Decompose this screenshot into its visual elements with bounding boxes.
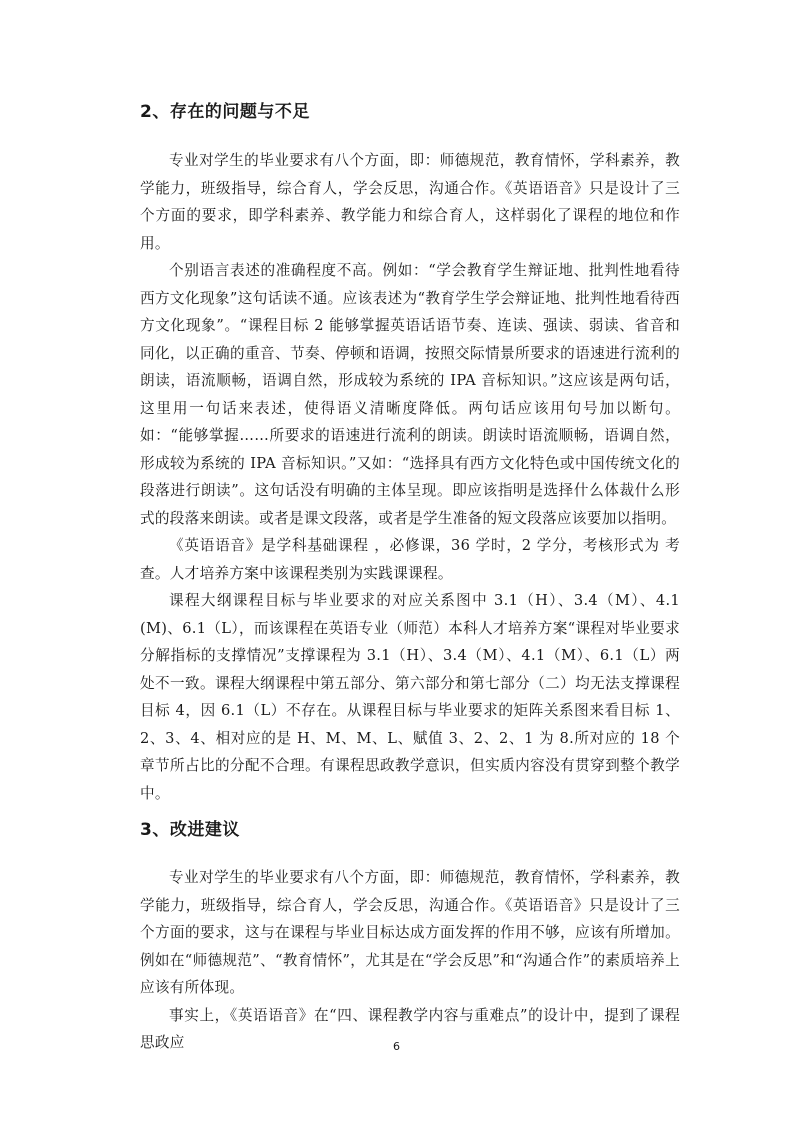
paragraph: 专业对学生的毕业要求有八个方面，即：师德规范，教育情怀，学科素养，教学能力，班级指导，综合育人，学会反思，沟通合作。《英语语音》只是设计了三个方面的要求，这与在课程与毕业目标达成方面发挥的作用不够，应该有所增加。例如在“师德规范”、“教育情怀”，尤其是在“学会反思”和“沟通合作”的素质培养上应该有所体现。 [140,869,680,996]
paragraph: 《英语语音》是学科基础课程 ，必修课，36 学时，2 学分，考核形式为 考查。人才培养方案中该课程类别为实践课课程。 [140,537,680,582]
paragraph: 个别语言表述的准确程度不高。例如：“学会教育学生辩证地、批判性地看待西方文化现象”这句话读不通。应该表述为“教育学生学会辩证地、批判性地看待西方文化现象”。“课程目标 2 能够掌握英语话语节奏、连读、强读、弱读、省音和同化，以正确的重音、节奏、停顿和语调，按照交际情景所要求的语速进行流利的朗读，语流顺畅，语调自然，形成较为系统的 IPA 音标知识。”这应该是两句话，这里用一句话来表述，使得语义清晰度降低。两句话应该用句号加以断句。如：“能够掌握……所要求的语速进行流利的朗读。朗读时语流顺畅，语调自然，形成较为系统的 IPA 音标知识。”又如：“选择具有西方文化特色或中国传统文化的段落进行朗读”。这句话没有明确的主体呈现。即应该指明是选择什么体裁什么形式的段落来朗读。或者是课文段落，或者是学生准备的短文段落应该要加以指明。 [140,262,680,527]
paragraph: 专业对学生的毕业要求有八个方面，即：师德规范，教育情怀，学科素养，教学能力，班级指导，综合育人，学会反思，沟通合作。《英语语音》只是设计了三个方面的要求，即学科素养、教学能力和综合育人，这样弱化了课程的地位和作用。 [140,152,680,252]
section-heading-problems: 2、存在的问题与不足 [140,102,310,122]
page-number: 6 [393,1040,400,1053]
section-problems [140,100,680,124]
paragraph: 事实上，《英语语音》在“四、课程教学内容与重难点”的设计中，提到了课程思政应 [140,1006,680,1051]
section-suggestions [140,818,680,842]
section-problems-body [140,147,680,807]
section-heading-suggestions: 3、改进建议 [140,820,240,840]
paragraph: 课程大纲课程目标与毕业要求的对应关系图中 3.1（H）、3.4（M）、4.1(M)、6.1（L），而该课程在英语专业（师范）本科人才培养方案“课程对毕业要求分解指标的支撑情况”支撑课程为 3.1（H）、3.4（M）、4.1（M）、6.1（L）两处不一致。课程大纲课程中第五部分、第六部分和第七部分（二）均无法支撑课程目标 4，因 6.1（L）不存在。从课程目标与毕业要求的矩阵关系图来看目标 1、2、3、4、相对应的是 H、M、M、L、赋值 3、2、2、1 为 8.所对应的 18 个章节所占比的分配不合理。有课程思政教学意识，但实质内容没有贯穿到整个教学中。 [140,592,680,802]
section-suggestions-body [140,864,680,1057]
